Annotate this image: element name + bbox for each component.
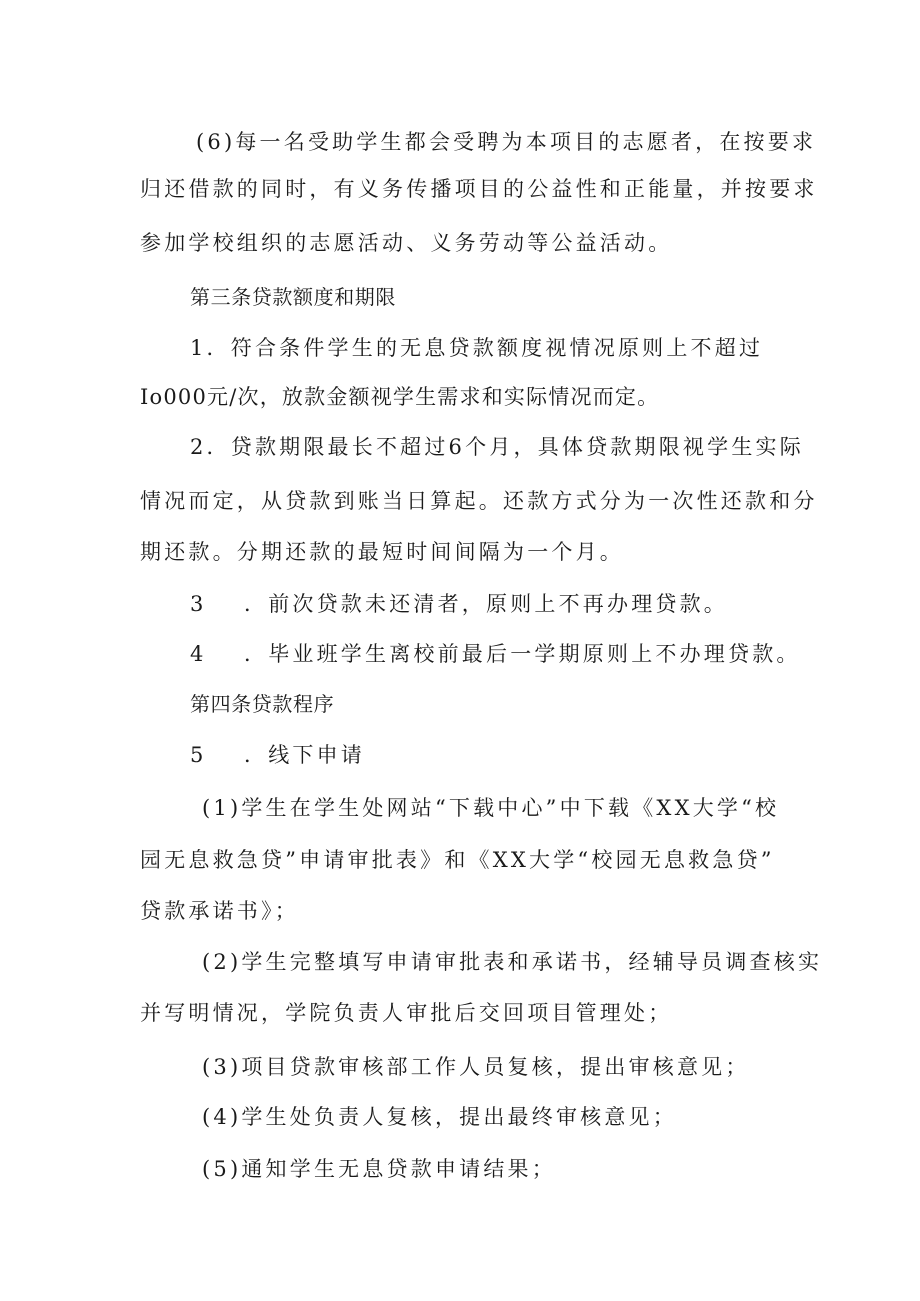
list-item: 4 ．毕业班学生离校前最后一学期原则上不办理贷款。 xyxy=(190,642,801,666)
paragraph-line: 参加学校组织的志愿活动、义务劳动等公益活动。 xyxy=(140,231,673,255)
paragraph-line: (2)学生完整填写申请审批表和承诺书，经辅导员调查核实 xyxy=(202,950,823,974)
paragraph-line: (6)每一名受助学生都会受聘为本项目的志愿者，在按要求 xyxy=(196,130,817,154)
list-item: 3 ．前次贷款未还清者，原则上不再办理贷款。 xyxy=(190,592,729,616)
list-number: 4 xyxy=(190,642,204,666)
section-heading: 第四条贷款程序 xyxy=(190,692,335,716)
list-number: 5 xyxy=(190,743,204,767)
list-item-text: 线下申请 xyxy=(268,743,366,767)
list-item: 5 ．线下申请 xyxy=(190,743,366,767)
paragraph-line: 归还借款的同时，有义务传播项目的公益性和正能量，并按要求 xyxy=(140,177,818,201)
list-item-text: 前次贷款未还清者，原则上不再办理贷款。 xyxy=(268,592,729,616)
paragraph-line: Io000元/次，放款金额视学生需求和实际情况而定。 xyxy=(140,385,660,409)
list-item-text: 毕业班学生离校前最后一学期原则上不办理贷款。 xyxy=(268,642,801,666)
paragraph-line: 并写明情况，学院负责人审批后交回项目管理处； xyxy=(140,1001,673,1025)
paragraph-line: 2．贷款期限最长不超过6个月，具体贷款期限视学生实际 xyxy=(190,435,804,459)
paragraph-line: 期还款。分期还款的最短时间间隔为一个月。 xyxy=(140,540,624,564)
paragraph-line: (1)学生在学生处网站“下载中心”中下载《XX大学“校 xyxy=(202,796,780,820)
paragraph-line: 1．符合条件学生的无息贷款额度视情况原则上不超过 xyxy=(190,336,764,360)
paragraph-line: (4)学生处负责人复核，提出最终审核意见； xyxy=(202,1105,677,1129)
list-number: 3 xyxy=(190,592,204,616)
section-heading: 第三条贷款额度和期限 xyxy=(190,285,396,309)
paragraph-line: (3)项目贷款审核部工作人员复核，提出审核意见； xyxy=(202,1055,750,1079)
paragraph-line: (5)通知学生无息贷款申请结果； xyxy=(202,1157,556,1181)
paragraph-line: 园无息救急贷”申请审批表》和《XX大学“校园无息救急贷” xyxy=(140,848,775,872)
paragraph-line: 情况而定，从贷款到账当日算起。还款方式分为一次性还款和分 xyxy=(140,489,818,513)
paragraph-line: 贷款承诺书》； xyxy=(140,899,299,923)
